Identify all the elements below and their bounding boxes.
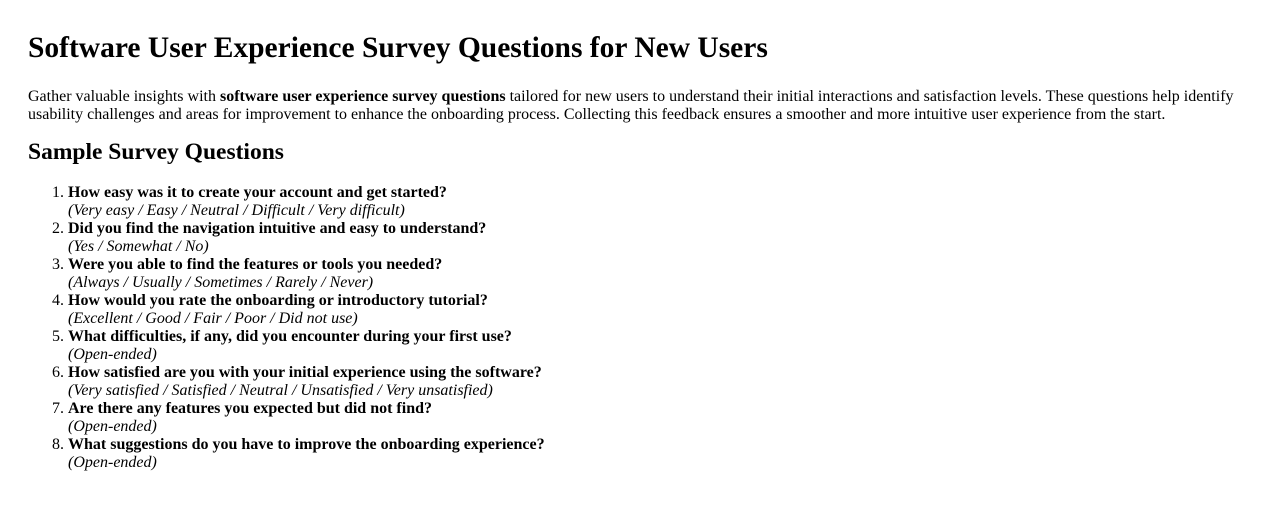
question-options: (Open-ended) — [68, 346, 157, 363]
questions-list — [28, 184, 1250, 472]
question-options: (Excellent / Good / Fair / Poor / Did not use) — [68, 310, 358, 327]
question-item — [68, 220, 1250, 256]
question-text: 3. Were you able to find the features or tools you needed? — [68, 256, 443, 273]
section-title: Sample Survey Questions — [28, 139, 284, 165]
document-page — [0, 30, 1278, 472]
question-text: 7. Are there any features you expected but did not find? — [68, 400, 432, 417]
intro-paragraph — [28, 88, 1250, 124]
page-title: Software User Experience Survey Questions for New Users — [28, 32, 768, 64]
question-item — [68, 184, 1250, 220]
question-options: (Very easy / Easy / Neutral / Difficult / Very difficult) — [68, 202, 405, 219]
question-options: (Always / Usually / Sometimes / Rarely / Never) — [68, 274, 374, 291]
question-options: (Open-ended) — [68, 418, 157, 435]
intro-bold-phrase: software user experience survey questions — [219, 88, 506, 105]
question-text: 4. How would you rate the onboarding or introductory tutorial? — [68, 292, 488, 309]
question-options: (Yes / Somewhat / No) — [68, 238, 209, 255]
question-text: 8. What suggestions do you have to improve the onboarding experience? — [68, 436, 545, 453]
question-item — [68, 292, 1250, 328]
question-options: (Very satisfied / Satisfied / Neutral / Unsatisfied / Very unsatisfied) — [68, 382, 493, 399]
intro-text-start: Gather valuable insights with — [28, 88, 220, 105]
question-text: 2. Did you find the navigation intuitive and easy to understand? — [68, 220, 487, 237]
question-item — [68, 364, 1250, 400]
intro-text-end: tailored for new users to understand their initial interactions and satisfaction levels. These questions help identify usability challenges and areas for improvement to enhance the onboarding process. Collecting this feedback ensures a smoother and more intuitive user experience from the start. — [28, 88, 1234, 123]
question-options: (Open-ended) — [68, 454, 157, 471]
question-text: 1. How easy was it to create your account and get started? — [68, 184, 447, 201]
question-item — [68, 400, 1250, 436]
question-item — [68, 328, 1250, 364]
question-item — [68, 256, 1250, 292]
question-text: 5. What difficulties, if any, did you encounter during your first use? — [68, 328, 512, 345]
question-text: 6. How satisfied are you with your initial experience using the software? — [68, 364, 542, 381]
question-item — [68, 436, 1250, 472]
